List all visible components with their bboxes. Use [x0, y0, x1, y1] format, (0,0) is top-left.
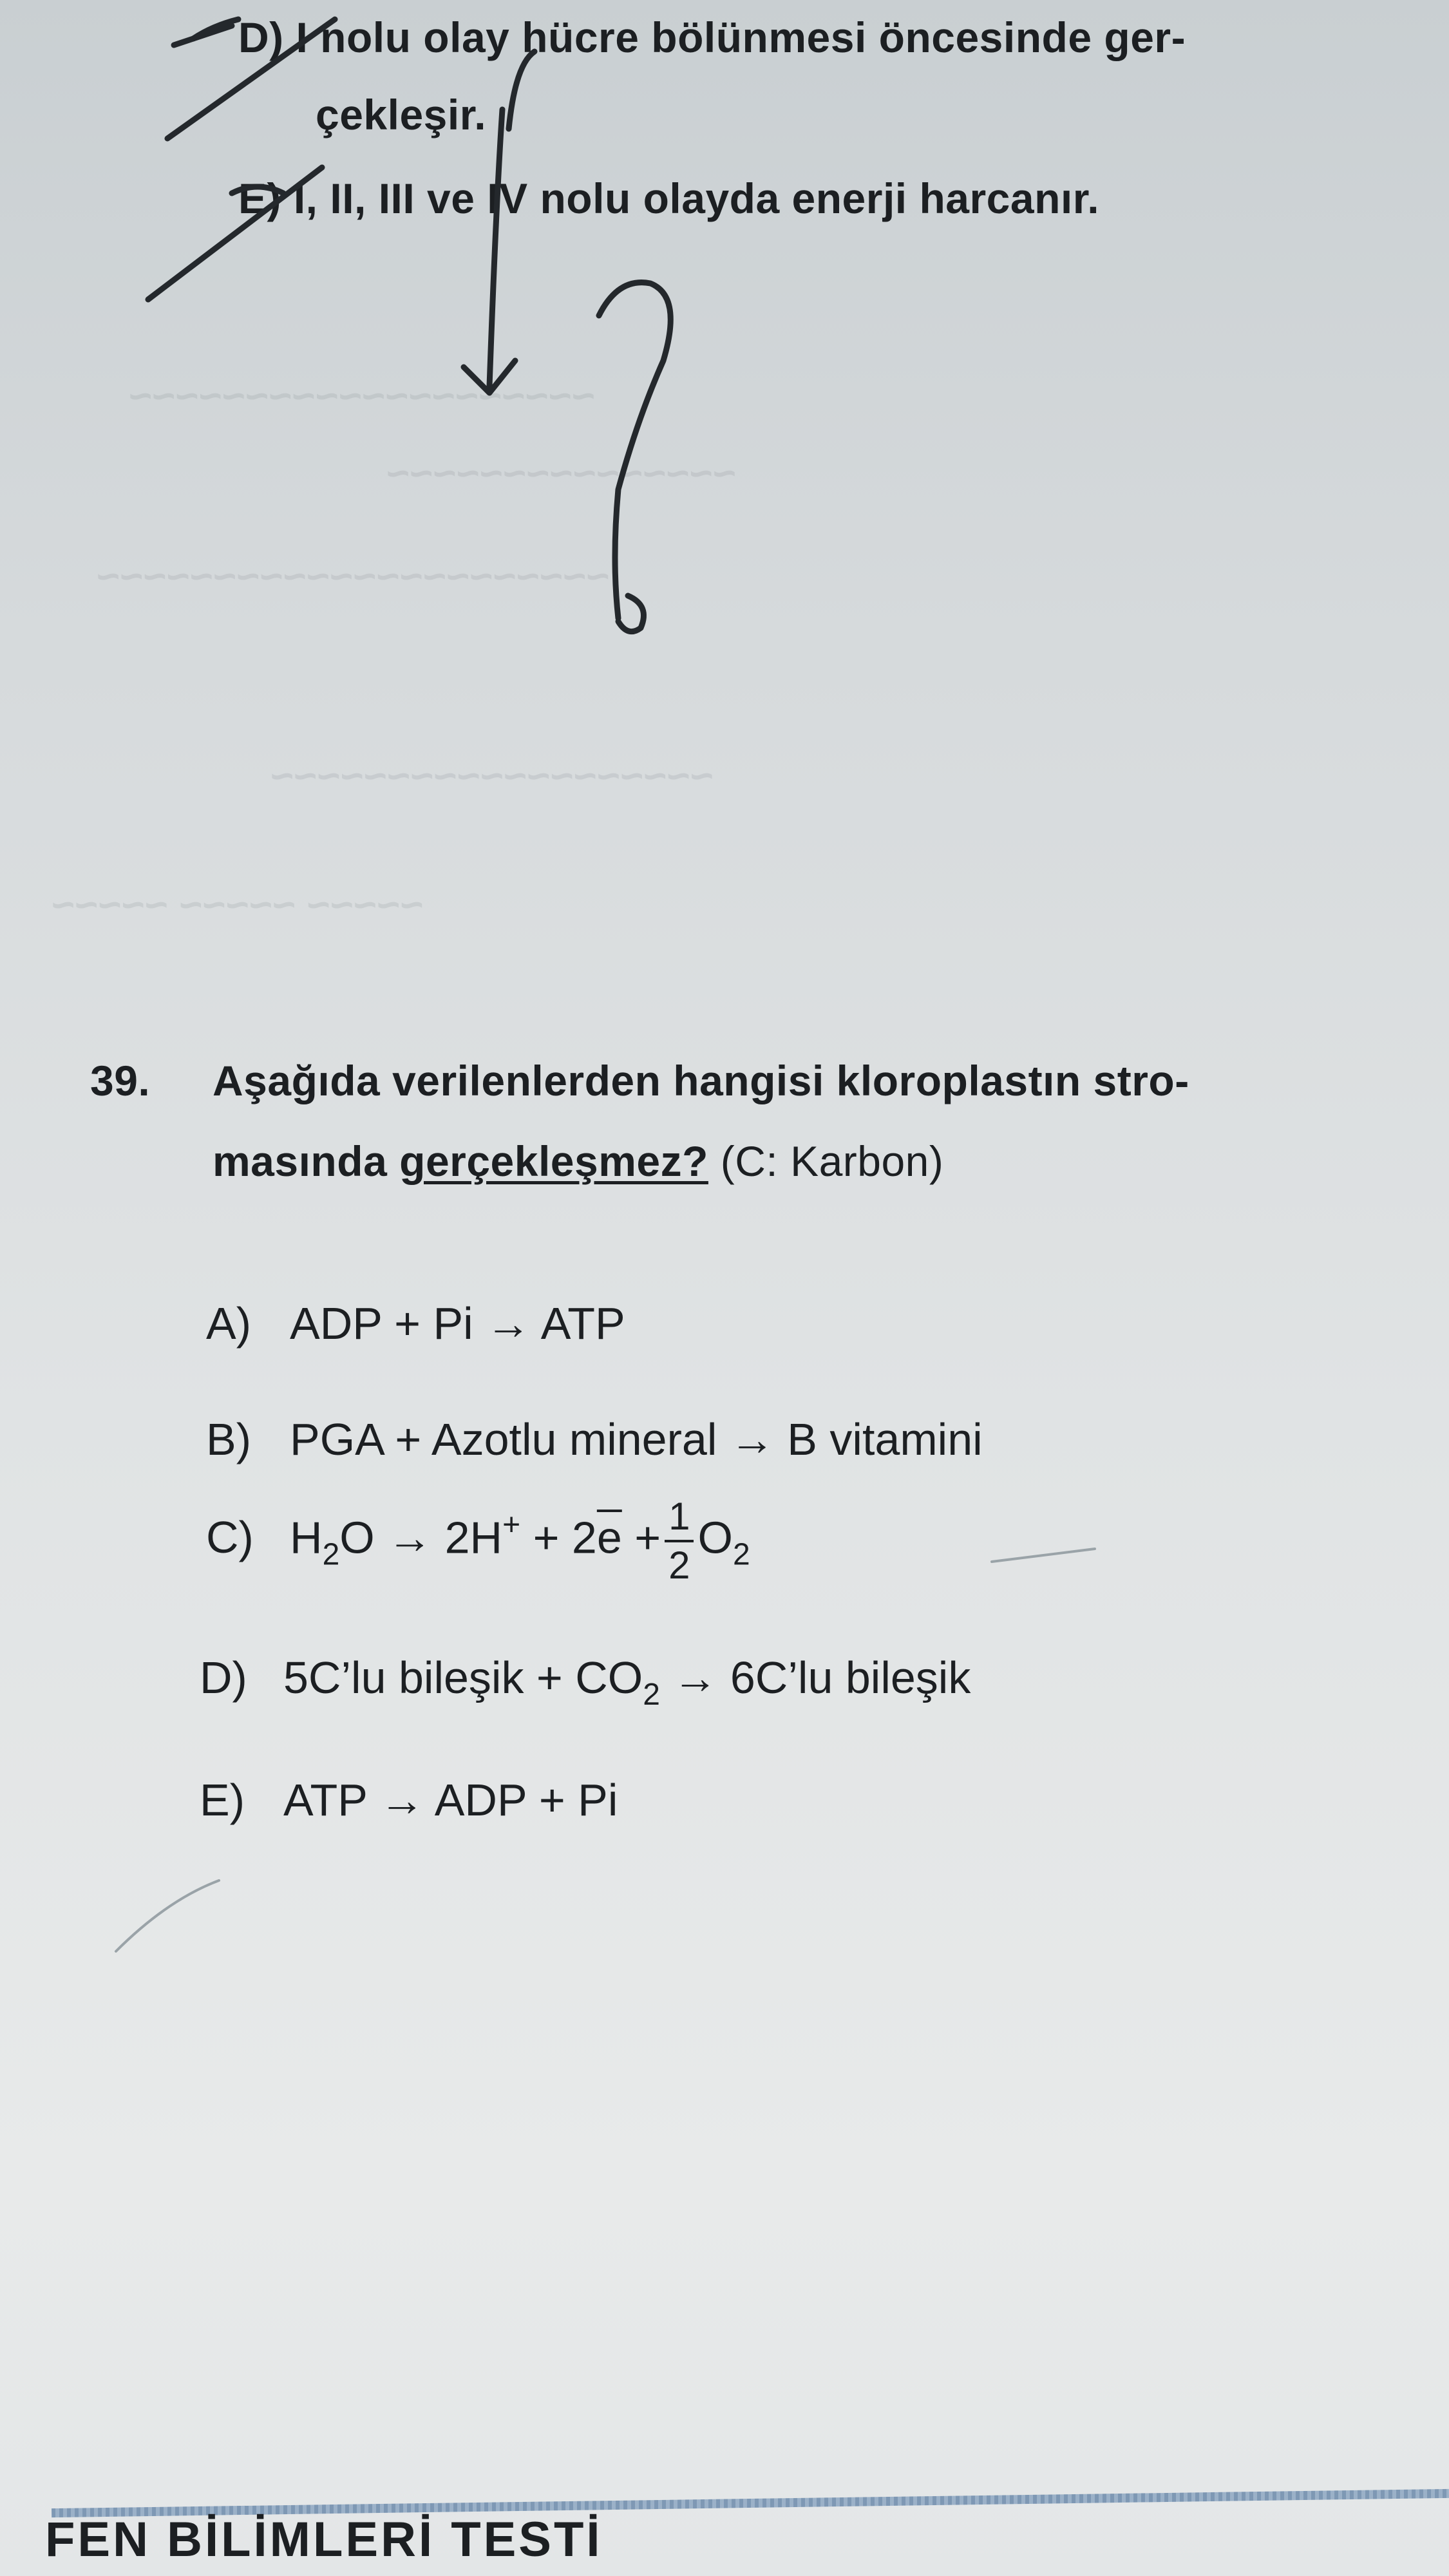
option-c-electron: $\overline{e}$	[596, 1512, 622, 1563]
bleed-through-text: ~~~~~~~~~~~~~~~~~~~	[270, 754, 714, 799]
prev-option-e-letter: E)	[238, 175, 281, 222]
vertical-stroke	[489, 109, 502, 386]
option-b-letter: B)	[206, 1414, 251, 1464]
stray-mark	[992, 1549, 1095, 1562]
option-c-mid: + 2	[520, 1512, 597, 1563]
prev-option-e-text: I, II, III ve IV nolu olayda enerji harcanır.	[293, 175, 1100, 222]
option-c-numerator: 1	[665, 1497, 694, 1542]
question-mark-dot	[618, 596, 644, 632]
bleed-through-text: ~~~~~~~~~~~~~~~	[386, 451, 737, 496]
option-a-letter: A)	[206, 1298, 251, 1349]
question-number: 39.	[90, 1057, 151, 1104]
option-c-plus-superscript: +	[502, 1508, 521, 1542]
bleed-through-text: ~~~~~ ~~~~~ ~~~~~	[52, 883, 424, 927]
question-note: (C: Karbon)	[720, 1137, 944, 1185]
option-d-letter: D)	[200, 1653, 247, 1703]
cross-out-stroke	[148, 167, 322, 299]
option-c-h-subscript: 2	[322, 1537, 340, 1572]
option-c-denominator: 2	[668, 1544, 690, 1587]
check-stroke	[509, 52, 535, 129]
prev-option-d-letter: D)	[238, 14, 284, 61]
option-e-letter: E)	[200, 1775, 245, 1825]
stray-mark	[116, 1880, 219, 1951]
footer-title: FEN BİLİMLERİ TESTİ	[45, 2512, 603, 2567]
option-c-plus: +	[621, 1512, 661, 1563]
bleed-through-text: ~~~~~~~~~~~~~~~~~~~~~~	[97, 554, 610, 599]
question-text-line2-start: masında	[213, 1137, 388, 1185]
option-c-h: H	[290, 1512, 323, 1563]
option-c-letter: C)	[206, 1512, 254, 1563]
cross-out-stroke	[232, 187, 283, 193]
option-c-oxygen: O	[697, 1512, 733, 1563]
cross-out-stroke	[193, 19, 238, 39]
bleed-through-text: ~~~~~~~~~~~~~~~~~~~~	[129, 374, 596, 419]
option-d-subscript: 2	[643, 1678, 660, 1712]
option-b-text: PGA + Azotlu mineral → B vitamini	[290, 1414, 983, 1464]
prev-option-d-continuation: çekleşir.	[316, 91, 487, 138]
option-c-o-arrow: O → 2H	[339, 1512, 503, 1563]
option-e-text: ATP → ADP + Pi	[283, 1775, 618, 1825]
option-d-text-start: 5C’lu bileşik + CO	[283, 1653, 643, 1703]
question-negation-word: gerçekleşmez?	[399, 1137, 708, 1185]
option-c-oxygen-subscript: 2	[732, 1537, 750, 1572]
question-text-line1: Aşağıda verilenlerden hangisi kloroplastın stro-	[213, 1057, 1189, 1104]
question-mark-icon	[599, 283, 670, 618]
option-a-text: ADP + Pi → ATP	[290, 1298, 625, 1349]
prev-option-d-text: I nolu olay hücre bölünmesi öncesinde ger-	[296, 14, 1186, 61]
option-d-text-end: → 6C’lu bileşik	[659, 1653, 971, 1703]
